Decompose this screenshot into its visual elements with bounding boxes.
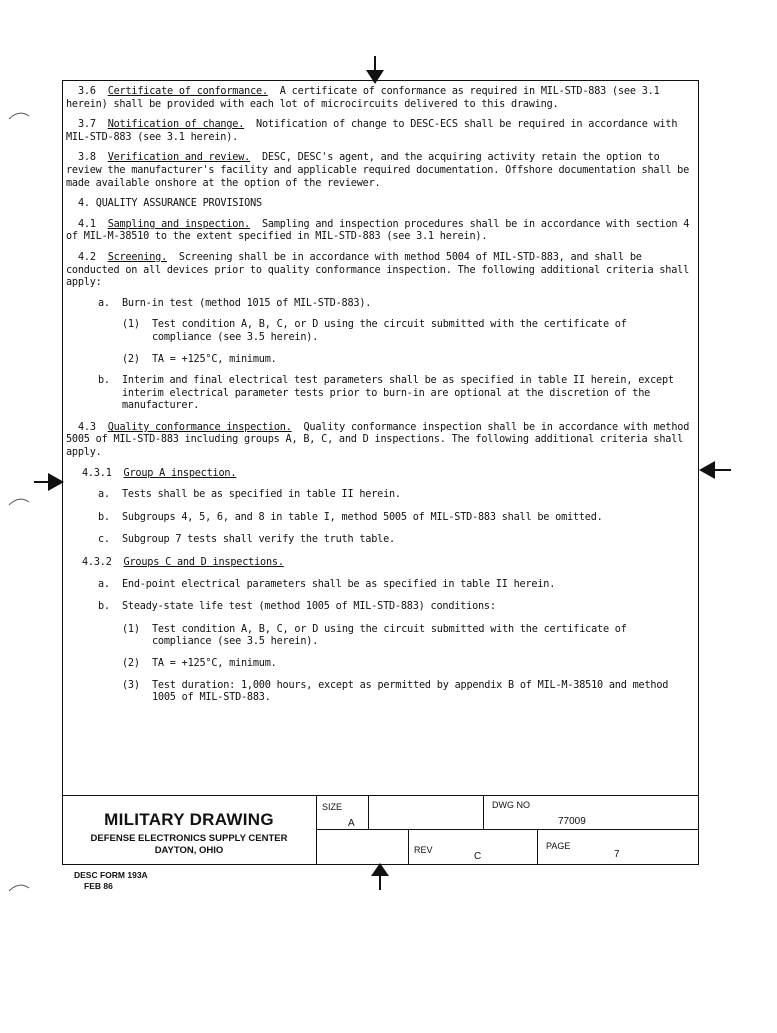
item-label: c.: [98, 534, 110, 546]
title-block: [62, 795, 699, 865]
item-text: TA = +125°C, minimum.: [152, 658, 277, 669]
form-footer: [74, 870, 148, 892]
item-text: End-point electrical parameters shall be as specified in table II herein.: [122, 578, 556, 590]
item-label: (2): [122, 353, 140, 365]
section-heading: Group A inspection.: [123, 467, 237, 479]
right-arrow-icon: [697, 458, 731, 482]
item-text: Test condition A, B, C, or D using the circuit submitted with the certificate of compliance (see 3.5 herein).: [152, 623, 627, 648]
section-4-heading: 4. QUALITY ASSURANCE PROVISIONS: [78, 198, 262, 210]
item-label: b.: [98, 601, 110, 613]
item-text: Subgroup 7 tests shall verify the truth table.: [122, 534, 395, 546]
section-text: A certificate of conformance as required in MIL-STD-883 (see 3.1 herein) shall be provided with each lot of microcircuits delivered to this drawing.: [66, 86, 660, 110]
item-text: Test condition A, B, C, or D using the circuit submitted with the certificate of compliance (see 3.5 herein).: [152, 319, 627, 343]
section-text: DESC, DESC's agent, and the acquiring activity retain the option to review the manufacturer's facility and applicable required documentation. Offshore documentation shall be made available onshore at the option of the reviewer.: [66, 152, 690, 189]
drawing-number-value: 77009: [558, 816, 586, 827]
item-text: Burn-in test (method 1015 of MIL-STD-883).: [122, 297, 372, 309]
list-item: [66, 319, 691, 344]
section-number: 4.1: [78, 218, 96, 230]
section-text: Quality conformance inspection shall be in accordance with method 5005 of MIL-STD-883 including groups A, B, C, and D inspections. The following additional criteria shall apply.: [66, 421, 690, 459]
paragraph-4-3-1: [66, 468, 691, 481]
item-text: TA = +125°C, minimum.: [152, 353, 277, 365]
list-item: [66, 534, 691, 547]
document-body: [66, 86, 691, 714]
form-date: FEB 86: [84, 881, 113, 891]
item-label: a.: [98, 297, 110, 309]
punch-hole-mark-icon: [8, 494, 30, 506]
section-number: 4.3: [78, 421, 96, 433]
item-text: Interim and final electrical test parameters shall be as specified in table II herein, except interim electrical parameter tests prior to burn-in are optional at the discretion of the manufacturer.: [122, 375, 674, 412]
section-number: 4.2: [78, 251, 96, 263]
page-number: 7: [614, 849, 620, 860]
paragraph-3-7: [66, 119, 691, 144]
item-label: b.: [98, 375, 110, 387]
list-item: [66, 298, 691, 311]
section-number: 3.6: [78, 86, 96, 97]
section-heading: Screening.: [107, 251, 168, 263]
size-label: SIZE: [322, 802, 343, 812]
section-number: 3.7: [78, 119, 96, 131]
list-item: [66, 680, 691, 705]
section-heading: Certificate of conformance.: [107, 86, 268, 97]
section-number: 3.8: [78, 152, 96, 164]
section-heading: Notification of change.: [107, 119, 245, 131]
item-text: Subgroups 4, 5, 6, and 8 in table I, method 5005 of MIL-STD-883 shall be omitted.: [122, 511, 603, 523]
list-item: [66, 601, 691, 614]
agency-name: DEFENSE ELECTRONICS SUPPLY CENTER: [90, 833, 288, 844]
section-heading: Sampling and inspection.: [107, 218, 251, 230]
list-item: [66, 658, 691, 671]
item-label: (3): [122, 679, 140, 691]
item-label: (1): [122, 319, 140, 331]
agency-city: DAYTON, OHIO: [154, 845, 224, 856]
paragraph-3-6: [66, 86, 691, 111]
list-item: [66, 489, 691, 502]
paragraph-4-1: [66, 219, 691, 244]
size-value: A: [348, 818, 355, 829]
drawing-number-label: DWG NO: [492, 800, 530, 810]
section-number: 4.3.1: [82, 467, 112, 479]
revision-label: REV: [414, 845, 433, 855]
item-label: a.: [98, 578, 110, 590]
list-item: [66, 354, 691, 367]
section-heading: Quality conformance inspection.: [107, 421, 292, 433]
paragraph-4-3-2: [66, 557, 691, 570]
paragraph-4-2: [66, 252, 691, 290]
paragraph-4-3: [66, 422, 691, 460]
section-number: 4.3.2: [82, 557, 112, 569]
item-text: Test duration: 1,000 hours, except as permitted by appendix B of MIL-M-38510 and method 1005 of MIL-STD-883.: [152, 679, 669, 704]
item-label: (2): [122, 658, 140, 669]
title-block-agency: [62, 796, 317, 864]
bottom-arrow-icon: [368, 862, 392, 890]
list-item: [66, 624, 691, 649]
page-label: PAGE: [546, 841, 571, 851]
punch-hole-mark-icon: [8, 880, 30, 892]
item-text: Tests shall be as specified in table II herein.: [122, 489, 401, 501]
item-label: b.: [98, 511, 110, 523]
section-heading: Verification and review.: [107, 152, 251, 164]
section-text: Screening shall be in accordance with method 5004 of MIL-STD-883, and shall be conducted on all devices prior to quality conformance inspection. The following additional criteria shall apply:: [66, 251, 690, 289]
drawing-title: MILITARY DRAWING: [104, 810, 274, 829]
revision-value: C: [474, 851, 482, 862]
list-item: [66, 512, 691, 525]
section-heading: Groups C and D inspections.: [123, 557, 284, 569]
punch-hole-mark-icon: [8, 108, 30, 120]
paragraph-3-8: [66, 152, 691, 190]
list-item: [66, 375, 691, 413]
item-label: (1): [122, 623, 140, 635]
list-item: [66, 579, 691, 592]
form-number: DESC FORM 193A: [74, 870, 148, 880]
item-text: Steady-state life test (method 1005 of MIL-STD-883) conditions:: [122, 601, 496, 613]
item-label: a.: [98, 489, 110, 501]
section-text: Notification of change to DESC-ECS shall be required in accordance with MIL-STD-883 (see 3.1 herein).: [66, 119, 678, 143]
section-text: Sampling and inspection procedures shall be in accordance with section 4 of MIL-M-38510 to the extent specified in MIL-STD-883 (see 3.1 herein).: [66, 218, 690, 243]
